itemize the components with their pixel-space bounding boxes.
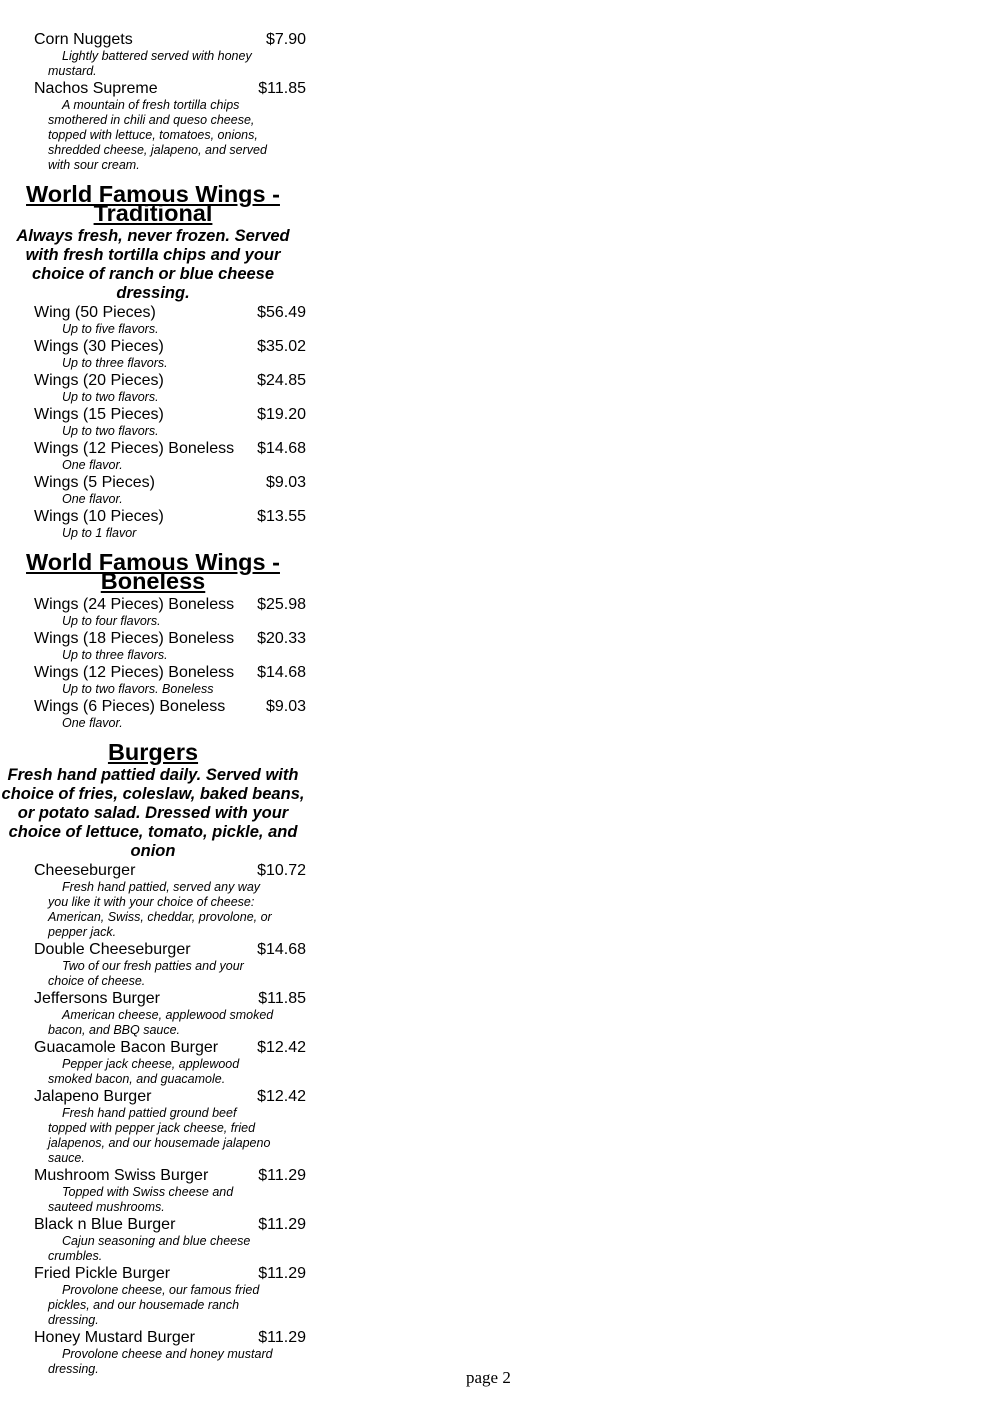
item-price: $11.29 (258, 1167, 306, 1184)
menu-item (0, 1215, 306, 1264)
item-price: $11.29 (258, 1265, 306, 1282)
menu-item-row (0, 663, 306, 682)
item-description: One flavor. (62, 492, 123, 506)
menu-item (0, 629, 306, 663)
section-subtitle: Always fresh, never frozen. Served with fresh tortilla chips and your choice of ranch or blue cheese dressing. (16, 227, 290, 302)
item-description: Pepper jack cheese, applewood smoked bacon, and guacamole. (48, 1057, 240, 1086)
item-name: Wings (12 Pieces) Boneless (34, 440, 235, 457)
menu-item-row (0, 1264, 306, 1283)
item-price: $14.68 (257, 941, 306, 958)
menu-item-row (0, 1215, 306, 1234)
item-name: Wings (24 Pieces) Boneless (34, 596, 235, 613)
menu-item (0, 595, 306, 629)
section-title-line: World Famous Wings - (26, 181, 280, 207)
menu-item-row (0, 507, 306, 526)
section-subtitle: Fresh hand pattied daily. Served with choice of fries, coleslaw, baked beans, or potato salad. Dressed with your choice of lettuce, tomato, pickle, and onion (1, 766, 305, 860)
menu-item-row (0, 1038, 306, 1057)
menu-item (0, 1264, 306, 1328)
item-price: $12.42 (257, 1088, 306, 1105)
menu-item-row (0, 473, 306, 492)
menu-item (0, 79, 306, 173)
menu-item (0, 697, 306, 731)
menu-item (0, 473, 306, 507)
item-price: $35.02 (257, 338, 306, 355)
item-price: $56.49 (257, 304, 306, 321)
item-price: $7.90 (265, 31, 306, 48)
menu-item-row (0, 439, 306, 458)
item-name: Nachos Supreme (34, 80, 158, 97)
menu-section (0, 549, 306, 731)
menu-item-row (0, 989, 306, 1008)
menu-item-row (0, 940, 306, 959)
menu-item (0, 989, 306, 1038)
menu-item-row (0, 303, 306, 322)
item-price: $19.20 (257, 406, 306, 423)
menu-item-row (0, 1328, 306, 1347)
menu-item-row (0, 629, 306, 648)
menu-item (0, 371, 306, 405)
item-description: A mountain of fresh tortilla chips smothered in chili and queso cheese, topped with lettuce, tomatoes, onions, shredded cheese, jalapeno, and served with sour cream. (48, 98, 267, 172)
item-description: One flavor. (62, 716, 123, 730)
item-description: Two of our fresh patties and your choice of cheese. (48, 959, 244, 988)
item-name: Guacamole Bacon Burger (34, 1039, 219, 1056)
item-name: Wings (30 Pieces) (34, 338, 164, 355)
menu-section (0, 181, 306, 541)
menu-item (0, 439, 306, 473)
item-description: Up to three flavors. (62, 356, 168, 370)
menu-item-row (0, 595, 306, 614)
item-description: Up to two flavors. (62, 390, 159, 404)
menu-item-row (0, 405, 306, 424)
item-name: Wings (20 Pieces) (34, 372, 164, 389)
section-title-line: Boneless (100, 568, 206, 594)
section-title-line: Burgers (107, 739, 199, 765)
page-number: page 2 (466, 1368, 511, 1387)
item-name: Wings (12 Pieces) Boneless (34, 664, 235, 681)
menu-item-row (0, 337, 306, 356)
item-description: Lightly battered served with honey mustard. (48, 49, 252, 78)
menu-item-row (0, 861, 306, 880)
item-price: $10.72 (257, 862, 306, 879)
menu-item-row (0, 30, 306, 49)
item-description: Fresh hand pattied ground beef topped with pepper jack cheese, fried jalapenos, and our housemade jalapeno sauce. (48, 1106, 271, 1165)
menu-item (0, 1328, 306, 1377)
section-title-line: Traditional (93, 200, 213, 226)
item-name: Corn Nuggets (34, 31, 133, 48)
menu-item-row (0, 79, 306, 98)
menu-item-row (0, 1087, 306, 1106)
item-description: Up to five flavors. (62, 322, 159, 336)
item-description: Up to two flavors. (62, 424, 159, 438)
item-price: $25.98 (257, 596, 306, 613)
intro-items (0, 30, 306, 173)
menu-item-row (0, 371, 306, 390)
menu-item (0, 405, 306, 439)
item-description: Provolone cheese, our famous fried pickles, and our housemade ranch dressing. (48, 1283, 260, 1327)
menu-item-row (0, 697, 306, 716)
item-description: American cheese, applewood smoked bacon, and BBQ sauce. (48, 1008, 274, 1037)
item-name: Wing (50 Pieces) (34, 304, 156, 321)
item-description: Topped with Swiss cheese and sauteed mushrooms. (48, 1185, 234, 1214)
menu-item (0, 507, 306, 541)
item-price: $12.42 (257, 1039, 306, 1056)
item-name: Wings (5 Pieces) (34, 474, 155, 491)
item-name: Fried Pickle Burger (34, 1265, 171, 1282)
menu-item (0, 940, 306, 989)
item-name: Honey Mustard Burger (34, 1329, 195, 1346)
item-price: $9.03 (265, 698, 306, 715)
menu-item (0, 1087, 306, 1166)
item-description: Provolone cheese and honey mustard dressing. (48, 1347, 273, 1376)
section-title (0, 549, 306, 594)
menu-item (0, 1038, 306, 1087)
menu-item (0, 303, 306, 337)
item-name: Jeffersons Burger (34, 990, 160, 1007)
item-price: $14.68 (257, 664, 306, 681)
menu-item (0, 861, 306, 940)
item-price: $9.03 (265, 474, 306, 491)
menu-column (0, 30, 306, 1377)
item-name: Wings (15 Pieces) (34, 406, 164, 423)
menu-item (0, 663, 306, 697)
menu-item (0, 1166, 306, 1215)
section-title-line: World Famous Wings - (26, 549, 280, 575)
menu-section (0, 739, 306, 1377)
item-price: $11.29 (258, 1329, 306, 1346)
item-price: $20.33 (257, 630, 306, 647)
item-description: Fresh hand pattied, served any way you like it with your choice of cheese: American, Swiss, cheddar, provolone, or pepper jack. (48, 880, 272, 939)
menu-item-row (0, 1166, 306, 1185)
item-price: $14.68 (257, 440, 306, 457)
item-price: $11.85 (258, 990, 306, 1007)
menu-item (0, 30, 306, 79)
item-price: $13.55 (257, 508, 306, 525)
item-description: One flavor. (62, 458, 123, 472)
item-name: Mushroom Swiss Burger (34, 1167, 209, 1184)
section-title (0, 181, 306, 226)
item-description: Up to two flavors. Boneless (62, 682, 214, 696)
item-name: Cheeseburger (34, 862, 136, 879)
item-price: $24.85 (257, 372, 306, 389)
item-description: Up to 1 flavor (62, 526, 137, 540)
section-title (0, 739, 306, 765)
item-description: Up to three flavors. (62, 648, 168, 662)
item-name: Black n Blue Burger (34, 1216, 176, 1233)
item-description: Up to four flavors. (62, 614, 161, 628)
menu-sections (0, 181, 306, 1377)
item-price: $11.29 (258, 1216, 306, 1233)
item-name: Double Cheeseburger (34, 941, 191, 958)
menu-item (0, 337, 306, 371)
item-description: Cajun seasoning and blue cheese crumbles. (48, 1234, 251, 1263)
item-name: Wings (10 Pieces) (34, 508, 164, 525)
item-name: Jalapeno Burger (34, 1088, 152, 1105)
item-name: Wings (6 Pieces) Boneless (34, 698, 226, 715)
item-name: Wings (18 Pieces) Boneless (34, 630, 235, 647)
item-price: $11.85 (258, 80, 306, 97)
